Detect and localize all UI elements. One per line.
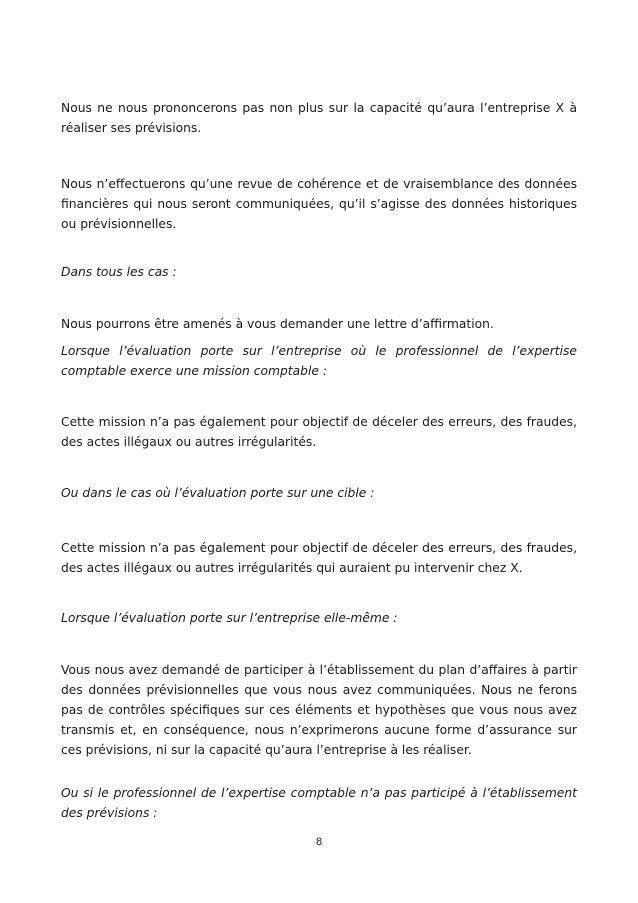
paragraph-no-fraud-detection-target: Cette mission n’a pas également pour objectif de déceler des erreurs, des fraudes, des actes illégaux ou autres irrégularités qui auraient pu intervenir chez X. (61, 541, 577, 575)
paragraph-forecast-capacity: Nous ne nous prononcerons pas non plus sur la capacité qu’aura l’entreprise X à réaliser ses prévisions. (61, 101, 577, 135)
heading-not-participated: Ou si le professionnel de l’expertise comptable n’a pas participé à l’établissement des prévisions : (61, 786, 577, 820)
paragraph-affirmation-letter: Nous pourrons être amenés à vous demander une lettre d’affirmation. (61, 317, 494, 331)
heading-accounting-mission: Lorsque l’évaluation porte sur l’entreprise où le professionnel de l’expertise comptable exerce une mission comptable : (61, 344, 577, 378)
heading-company-itself: Lorsque l’évaluation porte sur l’entreprise elle-même : (61, 611, 398, 625)
paragraph-business-plan: Vous nous avez demandé de participer à l’établissement du plan d’affaires à partir des données prévisionnelles que vous nous avez communiquées. Nous ne ferons pas de contrôles spécifiques sur ces éléments et hypothèses que vous nous avez transmis et, en conséquence, nous n’exprimerons aucune forme d’assurance sur ces prévisions, ni sur la capacité qu’aura l’entreprise à les réaliser. (61, 663, 577, 757)
paragraph-no-fraud-detection: Cette mission n’a pas également pour objectif de déceler des erreurs, des fraudes, des actes illégaux ou autres irrégularités. (61, 415, 577, 449)
paragraph-consistency-review: Nous n’effectuerons qu’une revue de cohérence et de vraisemblance des données financières qui nous seront communiquées, qu’il s’agisse des données historiques ou prévisionnelles. (61, 177, 577, 231)
heading-target-case: Ou dans le cas où l’évaluation porte sur une cible : (61, 486, 375, 500)
heading-all-cases: Dans tous les cas : (61, 265, 177, 279)
page-number: 8 (315, 836, 323, 848)
